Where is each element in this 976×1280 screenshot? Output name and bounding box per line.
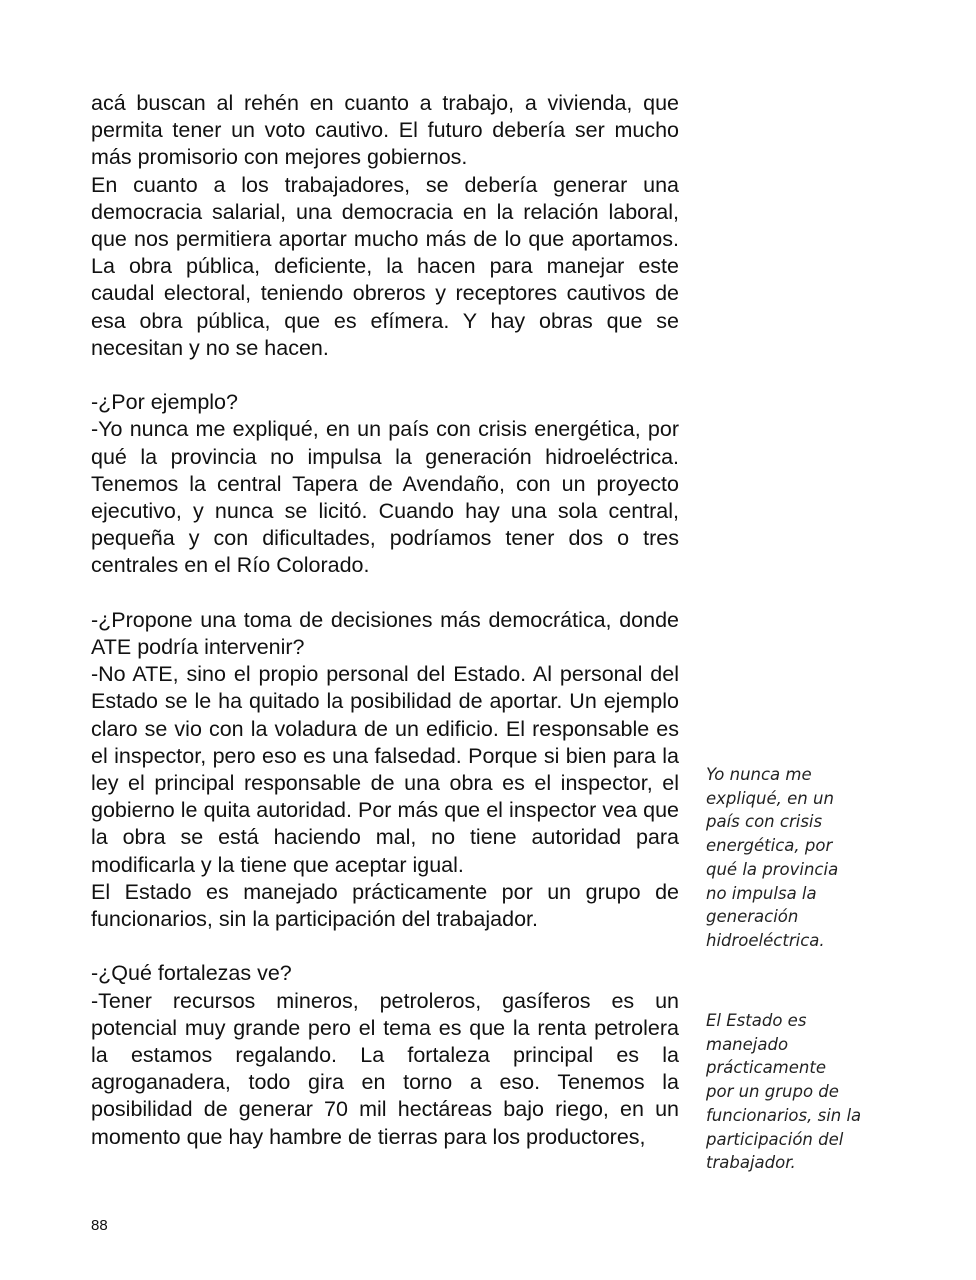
paragraph: El Estado es manejado prácticamente por un grupo de funcionarios, sin la participación del trabajador. xyxy=(91,879,679,932)
page-number: 88 xyxy=(91,1217,108,1234)
interview-question: -¿Qué fortalezas ve? xyxy=(91,961,292,986)
pull-quote: El Estado es manejado prácticamente por un grupo de funcionarios, sin la participación del trabajador. xyxy=(706,1011,862,1173)
interview-answer: -Tener recursos mineros, petroleros, gasíferos es un potencial muy grande pero el tema es que la renta petrolera la estamos regalando. La fortaleza principal es la agroganadera, todo gira en torno a eso. Tenemos la posibilidad de generar 70 mil hectáreas bajo riego, en un momento que hay hambre de tierras para los productores, xyxy=(91,988,679,1149)
interview-answer: -No ATE, sino el propio personal del Estado. Al personal del Estado se le ha quitado la posibilidad de aportar. Un ejemplo claro se vio con la voladura de un edificio. El responsable es el inspector, pero eso es una falsedad. Porque si bien para la ley el principal responsable de una obra es el inspector, el gobierno le quita autoridad. Por más que el inspector vea que la obra se está haciendo mal, no tiene autoridad para modificarla y la tiene que aceptar igual. xyxy=(91,662,679,877)
paragraph-spacer xyxy=(91,933,679,960)
paragraph: acá buscan al rehén en cuanto a trabajo, a vivienda, que permita tener un voto cautivo. El futuro debería ser mucho más promisorio con mejores gobiernos. xyxy=(91,91,679,170)
pull-quote: Yo nunca me expliqué, en un país con crisis energética, por qué la provincia no impulsa la generación hidroeléctrica. xyxy=(706,765,839,950)
interview-question: -¿Por ejemplo? xyxy=(91,390,238,415)
paragraph-spacer xyxy=(91,580,679,607)
paragraph-spacer xyxy=(91,362,679,389)
interview-question: -¿Propone una toma de decisiones más democrática, donde ATE podría intervenir? xyxy=(91,607,679,660)
interview-answer: -Yo nunca me expliqué, en un país con crisis energética, por qué la provincia no impulsa la generación hidroeléctrica. Tenemos la central Tapera de Avendaño, con un proyecto ejecutivo, y nunca se licitó. Cuando hay una sola central, pequeña y con dificultades, podríamos tener dos o tres centrales en el Río Colorado. xyxy=(91,417,679,578)
body-text xyxy=(91,90,679,1151)
paragraph: En cuanto a los trabajadores, se debería generar una democracia salarial, una democracia en la relación laboral, que nos permitiera aportar mucho más de lo que aportamos. La obra pública, deficiente, la hacen para manejar este caudal electoral, teniendo obreros y receptores cautivos de esa obra pública, que es efímera. Y hay obras que se necesitan y no se hacen. xyxy=(91,172,679,360)
